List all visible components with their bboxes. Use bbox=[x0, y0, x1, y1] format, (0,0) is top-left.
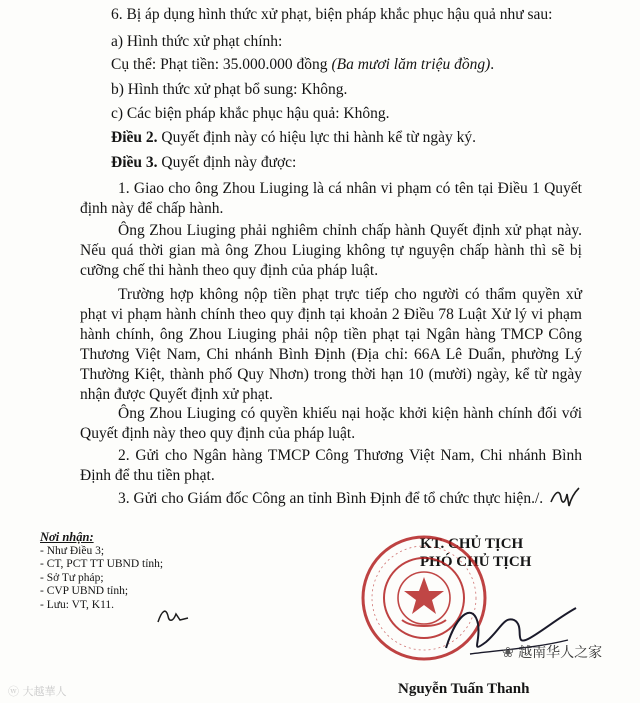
item-6a: a) Hình thức xử phạt chính: bbox=[111, 33, 283, 50]
article-2 bbox=[111, 128, 476, 148]
article-2-text: Quyết định này có hiệu lực thi hành kể từ ngày ký. bbox=[157, 129, 477, 146]
recipient-item: - Như Điều 3; bbox=[40, 544, 105, 557]
signature-title-2: PHÓ CHỦ TỊCH bbox=[420, 554, 532, 570]
fine-in-words: (Ba mươi lăm triệu đồng) bbox=[331, 56, 491, 73]
article-3-label: Điều 3. bbox=[111, 154, 158, 171]
item-6b: b) Hình thức xử phạt bổ sung: Không. bbox=[111, 81, 348, 98]
wechat-icon: ❀ bbox=[502, 645, 519, 661]
recipient-item: - Sở Tư pháp; bbox=[40, 571, 104, 584]
signature-title-1: KT. CHỦ TỊCH bbox=[420, 536, 524, 552]
recipients-title: Nơi nhận: bbox=[40, 530, 94, 544]
fine-line bbox=[111, 55, 494, 75]
signer-name: Nguyễn Tuấn Thanh bbox=[398, 681, 530, 697]
paragraph-3: Trường hợp không nộp tiền phạt trực tiếp cho người có thẩm quyền xử phạt vi phạm hành chính theo quy định tại khoản 2 Điều 78 Luật Xử lý vi phạm hành chính, ông Zhou Liuging phải nộp tiền phạt tại Ngân hàng TMCP Công Thương Việt Nam, Chi nhánh Bình Định (Địa chỉ: 66A Lê Duẩn, phường Lý Thường Kiệt, thành phố Quy Nhơn) trong thời hạn 10 (mười) ngày, kể từ ngày nhận được Quyết định xử phạt. bbox=[80, 286, 582, 403]
item-6: 6. Bị áp dụng hình thức xử phạt, biện pháp khắc phục hậu quả như sau: bbox=[111, 6, 553, 23]
article-3 bbox=[111, 153, 296, 173]
fine-amount: Cụ thể: Phạt tiền: 35.000.000 đồng bbox=[111, 56, 332, 73]
article-2-label: Điều 2. bbox=[111, 129, 158, 146]
watermark-right: ❀ 越南华人之家 bbox=[502, 645, 603, 661]
recipient-item: - CVP UBND tỉnh; bbox=[40, 585, 129, 598]
initials-mark bbox=[156, 604, 192, 628]
initials-mark bbox=[548, 482, 582, 512]
item-6c: c) Các biện pháp khắc phục hậu quả: Không. bbox=[111, 105, 390, 122]
paragraph-5: 2. Gửi cho Ngân hàng TMCP Công Thương Việt Nam, Chi nhánh Bình Định để thu tiền phạt. bbox=[80, 447, 582, 484]
paragraph-6: 3. Gửi cho Giám đốc Công an tỉnh Bình Định để tổ chức thực hiện./. bbox=[118, 490, 544, 507]
fine-period: . bbox=[490, 56, 495, 73]
paragraph-1: 1. Giao cho ông Zhou Liuging là cá nhân vi phạm có tên tại Điều 1 Quyết định này để chấp hành. bbox=[80, 180, 582, 217]
recipients-block bbox=[40, 531, 163, 613]
article-3-text: Quyết định này được: bbox=[157, 154, 297, 171]
recipient-item: - CT, PCT TT UBND tỉnh; bbox=[40, 558, 164, 571]
watermark-logo-icon: ⓦ bbox=[8, 685, 23, 698]
watermark-left: ⓦ 大越華人 bbox=[8, 685, 67, 698]
paragraph-4: Ông Zhou Liuging có quyền khiếu nại hoặc khởi kiện hành chính đối với Quyết định này theo quy định của pháp luật. bbox=[80, 405, 582, 442]
recipient-item: - Lưu: VT, K11. bbox=[40, 598, 115, 611]
paragraph-2: Ông Zhou Liuging phải nghiêm chỉnh chấp hành Quyết định xử phạt này. Nếu quá thời gian mà ông Zhou Liuging không tự nguyện chấp hành thì sẽ bị cưỡng chế thi hành theo quy định của pháp luật. bbox=[80, 222, 582, 279]
